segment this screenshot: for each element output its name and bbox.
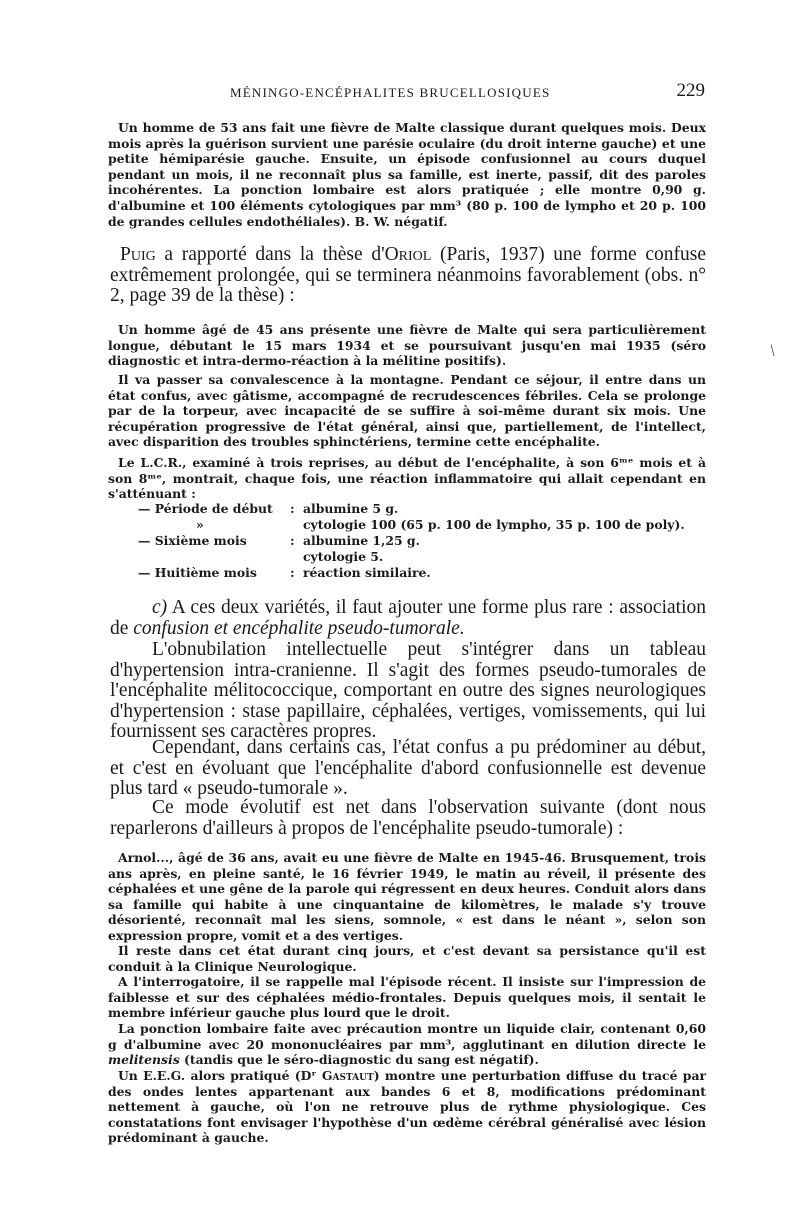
- lcr-row-colon: :: [290, 565, 295, 580]
- lcr-row-label: — Période de début: [138, 501, 273, 516]
- author-gastaut: Gastaut: [321, 1068, 374, 1083]
- paragraph-ponction: [108, 1021, 706, 1068]
- section-label: c): [152, 597, 168, 618]
- lcr-row-value: réaction similaire.: [303, 565, 431, 580]
- paragraph-case-1: Un homme de 53 ans fait une fièvre de Malte classique durant quelques mois. Deux mois après la guérison survient une parésie oculaire (du droit interne gauche) et une petite hémiparésie gauche. Ensuite, un épisode confusionnel au cours duquel pendant un mois, il ne reconnaît plus sa famille, est inerte, passif, dit des paroles incohérentes. La ponction lombaire est alors pratiquée ; elle montre 0,90 g. d'albumine et 100 éléments cytologiques par mm³ (80 p. 100 de lympho et 20 p. 100 de grandes cellules endothéliales). B. W. négatif.: [108, 120, 706, 229]
- paragraph-convalescence: Il va passer sa convalescence à la montagne. Pendant ce séjour, il entre dans un état confus, avec gâtisme, accompagné de recrudescences fébriles. Cela se prolonge par de la torpeur, avec incapacité de se suffire à soi-même durant six mois. Une récupération progressive de l'état général, ainsi que, partiellement, de l'intellect, avec disparition des troubles sphinctériens, termine cette encéphalite.: [108, 372, 706, 450]
- text-fragment: La ponction lombaire faite avec précaution montre un liquide clair, contenant 0,60 g d'albumine avec 20 mononucléaires par mm³, agglutinant en dilution directe le: [108, 1021, 706, 1052]
- text-fragment: (tandis que le séro-diagnostic du sang est négatif).: [179, 1052, 539, 1068]
- paragraph-persistance: Il reste dans cet état durant cinq jours, et c'est devant sa persistance qu'il est conduit à la Clinique Neurologique.: [108, 943, 706, 974]
- paragraph-interrogatoire: A l'interrogatoire, il se rappelle mal l'épisode récent. Il insiste sur l'impression de faiblesse et sur des céphalées médio-frontales. Depuis quelques mois, il sentait le membre inférieur gauche plus lourd que le droit.: [108, 974, 706, 1021]
- paragraph-case-arnol: Arnol..., âgé de 36 ans, avait eu une fièvre de Malte en 1945-46. Brusquement, trois ans après, en pleine santé, le 16 février 1949, le matin au réveil, il présente des céphalées et une gêne de la parole qui régressent en deux heures. Conduit alors dans sa famille qui habite à une cinquantaine de kilomètres, le malade s'y trouve désorienté, reconnaît mal les siens, somnole, « est dans le néant », selon son expression propre, vomit et a des vertiges.: [108, 850, 706, 943]
- lcr-row-colon: :: [290, 501, 295, 516]
- text-fragment: Un E.E.G. alors pratiqué (Dʳ: [118, 1068, 322, 1083]
- section-title-emphasis: confusion et encéphalite pseudo-tumorale.: [133, 617, 465, 639]
- paragraph-eeg: [108, 1068, 706, 1146]
- author-oriol: Oriol: [384, 244, 432, 265]
- lcr-row-value: cytologie 5.: [303, 549, 384, 564]
- paragraph-cependant: Cependant, dans certains cas, l'état confus a pu prédominer au début, et c'est en évoluant que l'encéphalite d'abord confusionnelle est devenue plus tard « pseudo-tumorale ».: [110, 737, 706, 799]
- lcr-row-label: »: [196, 517, 204, 532]
- paragraph-lcr: Le L.C.R., examiné à trois reprises, au début de l'encéphalite, à son 6ᵐᵉ mois et à son 8ᵐᵉ, montrait, chaque fois, une réaction inflammatoire qui allait cependant en s'atténuant :: [108, 455, 706, 502]
- author-puig: Puig: [120, 244, 156, 265]
- text-fragment: a rapporté dans la thèse d': [155, 244, 385, 265]
- text-fragment: (Paris, 1937) une forme confuse extrêmement prolongée, qui se terminera néanmoins favorablement (obs. n° 2, page 39 de la thèse) :: [110, 244, 706, 306]
- lcr-row-value: albumine 1,25 g.: [303, 533, 420, 548]
- lcr-row-value: cytologie 100 (65 p. 100 de lympho, 35 p. 100 de poly).: [303, 517, 685, 532]
- lcr-row-value: albumine 5 g.: [303, 501, 399, 516]
- melitensis-term: melitensis: [108, 1052, 180, 1068]
- page-header: [105, 82, 705, 106]
- lcr-row-colon: :: [290, 533, 295, 548]
- paragraph-section-c: [110, 598, 706, 639]
- running-title: MÉNINGO-ENCÉPHALITES BRUCELLOSIQUES: [230, 85, 551, 100]
- paragraph-case-2: Un homme âgé de 45 ans présente une fièvre de Malte qui sera particulièrement longue, débutant le 15 mars 1934 et se poursuivant jusqu'en mai 1935 (séro diagnostic et intra-dermo-réaction à la mélitine positifs).: [108, 322, 706, 369]
- paragraph-obnubilation: L'obnubilation intellectuelle peut s'intégrer dans un tableau d'hypertension intra-cranienne. Il s'agit des formes pseudo-tumorales de l'encéphalite mélitococcique, comportant en outre des signes neurologiques d'hypertension : stase papillaire, céphalées, vertiges, vomissements, qui lui fournissent ses caractères propres.: [110, 639, 706, 742]
- paragraph-puig-intro: [110, 245, 706, 307]
- paragraph-mode-evolutif: Ce mode évolutif est net dans l'observation suivante (dont nous reparlerons d'ailleurs à propos de l'encéphalite pseudo-tumorale) :: [110, 797, 706, 839]
- text-fragment: ) montre une perturbation diffuse du tracé par des ondes lentes appartenant aux bandes 6 et 8, modifications prédominant nettement à gauche, où l'on ne retrouve plus de rythme physiologique. Ces constatations font envisager l'hypothèse d'un œdème cérébral généralisé avec lésion prédominant à gauche.: [108, 1068, 707, 1146]
- lcr-row-label: — Huitième mois: [138, 565, 257, 580]
- lcr-row-label: — Sixième mois: [138, 533, 247, 548]
- text-fragment: A ces deux variétés, il faut ajouter une forme plus rare : association de: [110, 597, 706, 639]
- page-number: 229: [676, 80, 705, 101]
- margin-pencil-mark: [770, 344, 776, 356]
